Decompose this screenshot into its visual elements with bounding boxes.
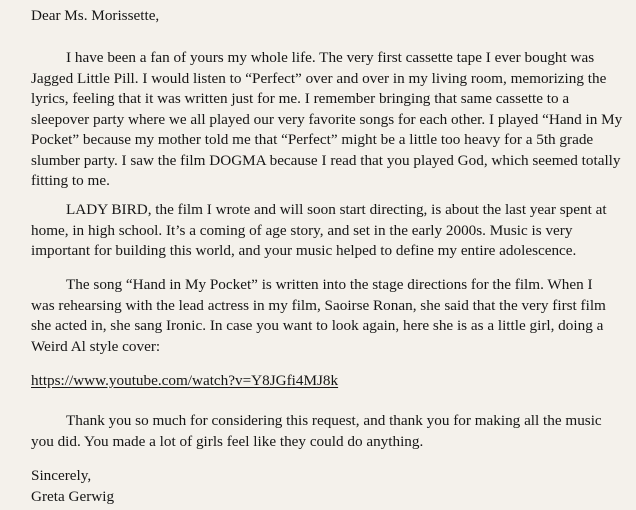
paragraph-line: Jagged Little Pill. I would listen to “Perfect” over and over in my living room, memorizing the [31,69,607,87]
paragraph-line: slumber party. I saw the film DOGMA because I read that you played God, which seemed totally [31,151,621,169]
salutation: Dear Ms. Morissette, [31,7,160,24]
paragraph-line: lyrics, feeling that it was written just for me. I remember bringing that same cassette to a [31,90,570,107]
paragraph-line: you did. You made a lot of girls feel like they could do anything. [31,432,424,450]
paragraph-line: home, in high school. It’s a coming of age story, and set in the early 2000s. Music is very [31,221,573,239]
paragraph-line: Pocket” because my mother told me that “Perfect” might be a little too heavy for a 5th grade [31,131,594,148]
signature-name: Greta Gerwig [31,488,115,505]
youtube-link[interactable]: https://www.youtube.com/watch?v=Y8JGfi4MJ8k [31,372,339,389]
paragraph-hand-in-my-pocket [31,275,621,357]
paragraph-thanks [31,411,621,452]
paragraph-fandom [31,48,621,192]
paragraph-line: sleepover party where we all played our very favorite songs for each other. I played “Hand in My [31,110,623,128]
paragraph-line: she acted in, she sang Ironic. In case you want to look again, here she is as a little girl, doing a [31,317,604,334]
paragraph-line: LADY BIRD, the film I wrote and will soon start directing, is about the last year spent at [66,201,607,218]
paragraph-line: fitting to me. [31,172,110,189]
closing: Sincerely, [31,467,92,484]
paragraph-lady-bird [31,200,621,262]
paragraph-line: I have been a fan of yours my whole life. The very first cassette tape I ever bought was [66,49,595,66]
youtube-link-line [31,371,338,392]
paragraph-line: Thank you so much for considering this request, and thank you for making all the music [66,412,602,429]
paragraph-line: Weird Al style cover: [31,337,161,355]
paragraph-line: was rehearsing with the lead actress in my film, Saoirse Ronan, she said that the very first film [31,296,606,314]
paragraph-line: The song “Hand in My Pocket” is written into the stage directions for the film. When I [66,276,593,293]
paragraph-line: important for building this world, and your music helped to define my entire adolescence. [31,242,577,259]
